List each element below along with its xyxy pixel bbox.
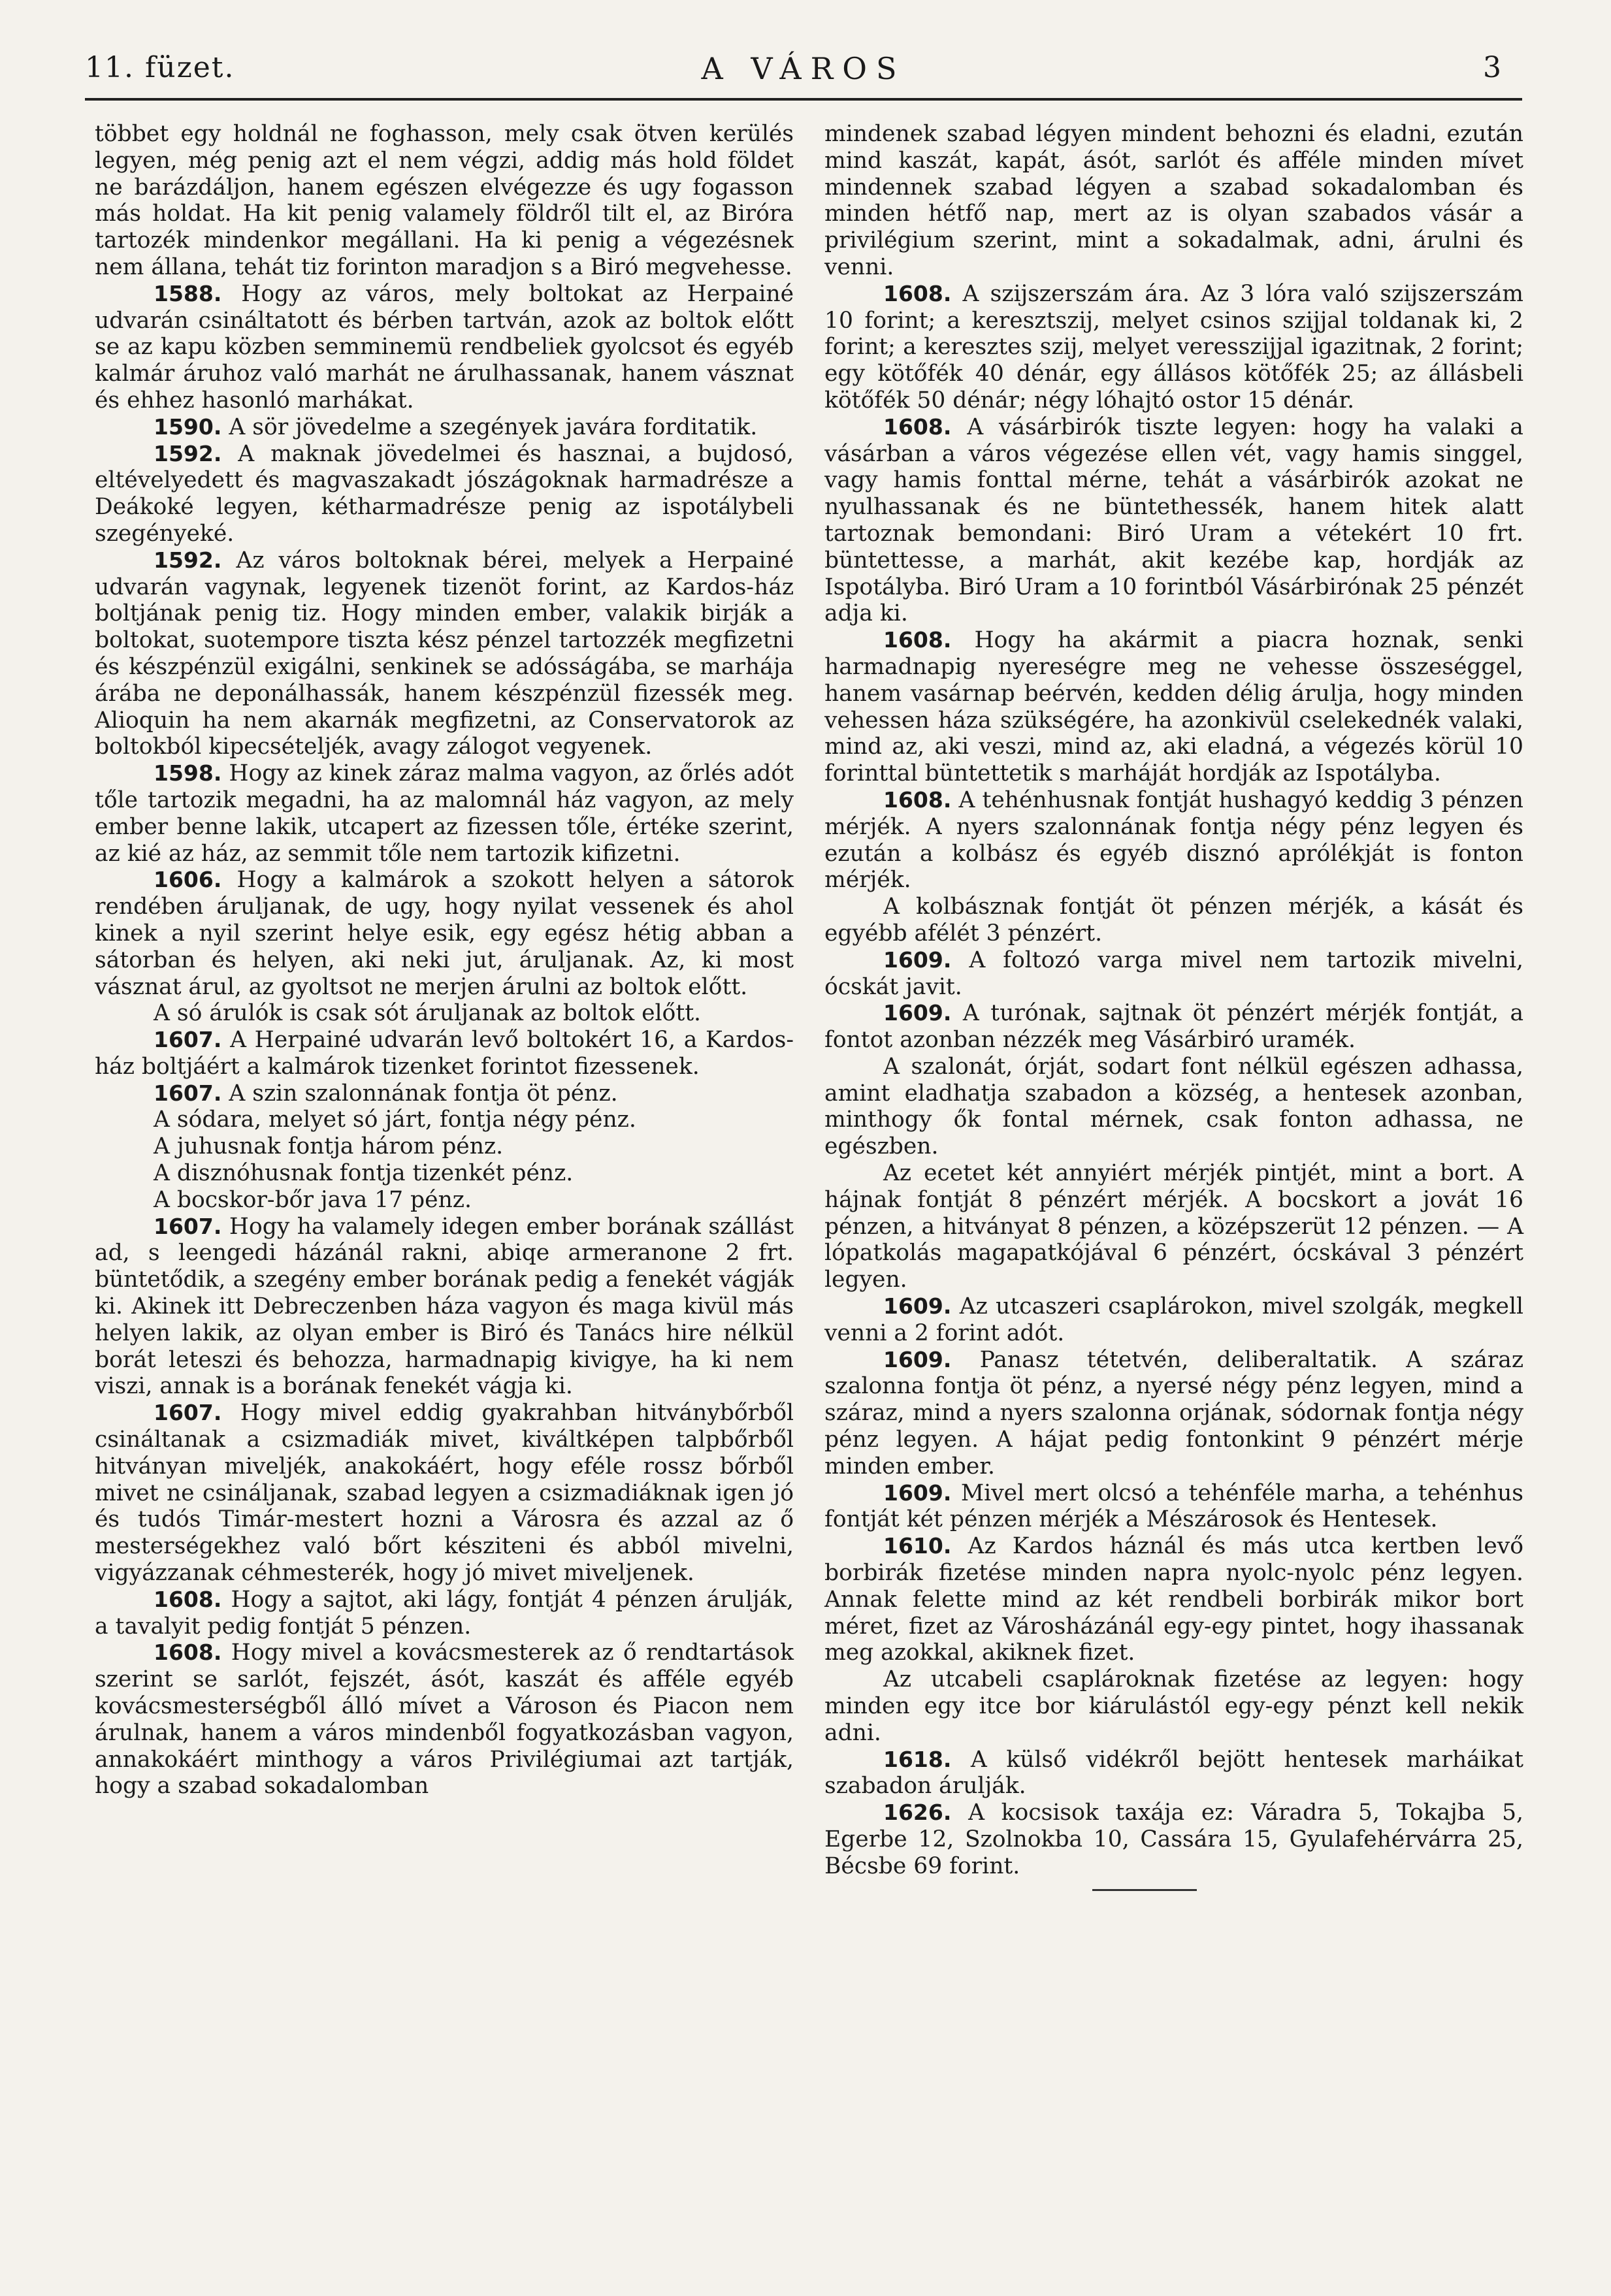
entry-text: A foltozó varga mivel nem tartozik mivelni, ócskát javit. [824, 946, 1524, 1000]
paragraph [95, 281, 794, 414]
issue-number: 11. füzet. [85, 51, 235, 84]
entry-year: 1588. [154, 280, 222, 306]
entry-text: A kolbásznak fontját öt pénzen mérjék, a kását és egyébb afélét 3 pénzért. [824, 894, 1523, 946]
entry-year: 1607. [154, 1213, 222, 1239]
paragraph [824, 1800, 1523, 1879]
entry-text: Hogy mivel eddig gyakrahban hitványbőrből csináltanak a csizmadiák mivet, kiváltképen talpbőrből hitványan miveljék, anakokáért, hogy eféle rossz bőrből mivet ne csináljanak, szabad legyen a csizmadiáknak igen jó és tudós Timár-mestert hozni a Városra és azzal az ő mesterségekhez való bőrt késziteni és abból mivelni, vigyázzanak céhmesterék, hogy jó mivet miveljenek. [95, 1400, 794, 1587]
paragraph [95, 441, 794, 547]
entry-text: A bocskor-bőr java 17 pénz. [154, 1186, 472, 1213]
entry-text: Mivel mert olcsó a tehénféle marha, a tehénhus fontját két pénzen mérjék a Mészárosok és Hentesek. [824, 1479, 1523, 1533]
entry-year: 1607. [154, 1027, 222, 1053]
paragraph [95, 1187, 794, 1214]
paragraph [824, 414, 1523, 627]
entry-year: 1608. [883, 786, 952, 813]
paragraph [95, 760, 794, 867]
entry-text: A kocsisok taxája ez: Váradra 5, Tokajba 5, Egerbe 12, Szolnokba 10, Cassára 15, Gyulafehérvárra 25, Bécsbe 69 forint. [824, 1800, 1523, 1879]
entry-text: A maknak jövedelmei és hasznai, a bujdosó, eltévelyedett és magvaszakadt jószágoknak harmadrésze a Deákoké legyen, kétharmadrésze penig az ispotálybeli szegényeké. [95, 440, 794, 547]
page-number: 3 [1483, 51, 1503, 84]
paragraph [824, 121, 1523, 281]
entry-year: 1590. [154, 413, 222, 440]
entry-year: 1609. [883, 946, 952, 973]
paragraph [95, 414, 794, 441]
paragraph [824, 627, 1523, 787]
entry-text: Az utcabeli csaplároknak fizetése az legyen: hogy minden egy itce bor kiárulástól egy-egy pénzt kell nekik adni. [824, 1666, 1523, 1746]
entry-text: Hogy ha valamely idegen ember borának szállást ad, s leengedi házánál rakni, abiqe armeranone 2 frt. büntetődik, a szegény ember borának pedig a fenekét vágják ki. Akinek itt Debreczenben háza vagyon és maga kivül más helyen lakik, az olyan ember is Biró és Tanács hire nélkül borát leteszi és behozza, harmadnapig kivigye, ha ki nem viszi, annak is a borának fenekét vágja ki. [95, 1213, 794, 1400]
entry-year: 1608. [883, 413, 952, 440]
paragraph [824, 1054, 1523, 1160]
paragraph [95, 1214, 794, 1400]
paragraph [824, 1480, 1523, 1534]
entry-text: A Herpainé udvarán levő boltokért 16, a Kardos-ház boltjáért a kalmárok tizenket forintot fizessenek. [95, 1027, 794, 1080]
paragraph [824, 1000, 1523, 1054]
paragraph [95, 547, 794, 760]
paragraph [95, 1587, 794, 1640]
paragraph [824, 1293, 1523, 1347]
entry-text: Hogy a kalmárok a szokott helyen a sátorok rendében áruljanak, de ugy, hogy nyilat vessenek és ahol kinek a nyil szerint helye esik, egy egész hétig abban a sátorban és helyen, aki neki jut, áruljanak. Az, ki most vásznat árul, az gyoltsot ne merjen árulni az boltok előtt. [95, 867, 794, 1000]
paragraph [95, 1160, 794, 1187]
entry-year: 1608. [154, 1640, 222, 1666]
entry-text: A sör jövedelme a szegények javára forditatik. [229, 413, 758, 440]
entry-text: Hogy ha akármit a piacra hoznak, senki harmadnapig nyereségre meg ne vehesse összeséggel, hanem vasárnap beérvén, kedden délig árulja, hogy minden vehessen háza szükségére, ha azonkivül cselekednék valaki, mind az, aki veszi, mind az, aki eladná, a végezés körül 10 forinttal büntettetik s marháját hordják az Ispotályba. [824, 627, 1523, 787]
paragraph [95, 1400, 794, 1587]
paragraph [824, 1747, 1523, 1800]
paragraph [95, 121, 794, 281]
entry-year: 1609. [883, 1293, 952, 1319]
paragraph [95, 1133, 794, 1160]
entry-year: 1609. [883, 1000, 952, 1026]
paragraph [824, 1666, 1523, 1746]
entry-text: A tehénhusnak fontját hushagyó keddig 3 pénzen mérjék. A nyers szalonnának fontja négy pénz legyen és ezután a kolbász és egyéb disznó aprólékját is fonton mérjék. [824, 786, 1523, 894]
entry-year: 1610. [883, 1533, 952, 1559]
journal-title: A VÁROS [701, 51, 906, 86]
entry-year: 1598. [154, 760, 222, 786]
entry-text: Hogy mivel a kovácsmesterek az ő rendtartások szerint se sarlót, fejszét, ásót, kaszát és afféle egyéb kovácsmesterségből álló mívet a Városon és Piacon nem árulnak, hanem a város mindenből fogyatkozásban vagyon, annakokáért minthogy a város Privilégiumai azt tartják, hogy a szabad sokadalomban [95, 1640, 794, 1800]
entry-year: 1592. [154, 440, 222, 466]
entry-text: többet egy holdnál ne foghasson, mely csak ötven kerülés legyen, még penig azt el nem végzi, addig más hold földet ne barázdáljon, hanem egészen elvégezze és ugy fogasson más holdat. Ha kit penig valamely földről tilt el, az Biróra tartozék mindenkor megállani. Ha ki penig a végezésnek nem állana, tehát tiz forinton maradjon s a Biró megvehesse. [95, 121, 794, 280]
entry-text: Az Kardos háznál és más utca kertben levő borbirák fizetése minden napra nyolc-nyolc pénz legyen. Annak felette mind az két rendbeli borbirák mikor bort méret, fizet az Városházánál egy-egy pintet, hogy ihassanak meg azokkal, akiknek fizet. [824, 1533, 1524, 1666]
entry-year: 1592. [154, 547, 222, 573]
entry-year: 1608. [883, 627, 952, 653]
entry-year: 1618. [883, 1746, 952, 1772]
entry-text: A szalonát, órját, sodart font nélkül egészen adhassa, amint eladhatja szabadon a község, a hentesek azonban, minthogy ők fontal mérnek, csak fonton adhassa, ne egészben. [824, 1053, 1523, 1160]
entry-text: A szijszerszám ára. Az 3 lóra való szijszerszám 10 forint; a keresztszij, melyet csinos szijjal toldanak ki, 2 forint; a keresztes szij, melyet veresszijjal igazitnak, 2 forint; egy kötőfék 40 dénár, egy állásos kötőfék 25; az állásbeli kötőfék 50 dénár; négy lóhajtó ostor 15 dénár. [824, 280, 1523, 413]
paragraph [95, 1640, 794, 1800]
entry-year: 1608. [883, 280, 952, 306]
entry-year: 1609. [883, 1479, 952, 1506]
entry-text: Az város boltoknak bérei, melyek a Herpainé udvarán vagynak, legyenek tizenöt forint, az Kardos-ház boltjának penig tiz. Hogy minden ember, valakik birják a boltokat, suotempore tiszta kész pénzel tartozzék megfizetni és készpénzül exigálni, senkinek se adósságába, se marhája árába ne deponálhassák, hanem készpénzül fizessék meg. Alioquin ha nem akarnák megfizetni, az Conservatorok az boltokból kipecsételjék, avagy zálogot vegyenek. [95, 547, 794, 760]
entry-text: Hogy a sajtot, aki lágy, fontját 4 pénzen árulják, a tavalyit pedig fontját 5 pénzen. [95, 1586, 794, 1640]
paragraph [824, 281, 1523, 414]
paragraph [824, 894, 1523, 947]
entry-text: A külső vidékről bejött hentesek marháikat szabadon árulják. [824, 1746, 1523, 1800]
paragraph [95, 1000, 794, 1027]
entry-year: 1608. [154, 1586, 222, 1612]
entry-text: Az utcaszeri csaplárokon, mivel szolgák, megkell venni a 2 forint adót. [824, 1293, 1524, 1346]
entry-text: A sódara, melyet só járt, fontja négy pénz. [154, 1107, 636, 1133]
entry-text: A turónak, sajtnak öt pénzért mérjék fontját, a fontot azonban nézzék meg Vásárbiró uramék. [824, 1000, 1524, 1054]
entry-text: Az ecetet két annyiért mérjék pintjét, mint a bort. A hájnak fontját 8 pénzért mérjék. A bocskort a jovát 16 pénzen, a hitványat 8 pénzen, a középszerüt 12 pénzen. — A lópatkolás magapatkójával 6 pénzért, ócskával 3 pénzért legyen. [824, 1160, 1523, 1293]
entry-text: Hogy az város, mely boltokat az Herpainé udvarán csináltatott és bérben tartván, azok az boltok előtt se az kapu közben semminemü rendbeliek gyolcsot és egyéb kalmár áruhoz való marhát ne árulhassanak, hanem vásznat és ehhez hasonló marhákat. [95, 280, 794, 413]
paragraph [95, 1107, 794, 1133]
entry-text: A juhusnak fontja három pénz. [154, 1133, 504, 1160]
end-rule [1092, 1889, 1197, 1891]
entry-text: A szin szalonnának fontja öt pénz. [229, 1080, 618, 1107]
running-header [85, 46, 1522, 101]
entry-year: 1607. [154, 1080, 222, 1106]
entry-text: A só árulók is csak sót áruljanak az boltok előtt. [154, 1000, 702, 1027]
entry-text: Panasz tétetvén, deliberaltatik. A száraz szalonna fontja öt pénz, a nyersé négy pénz legyen, mind a száraz, mind a nyers szalonna orjának, sódornak fontja négy pénz legyen. A hájat pedig fontonkint 9 pénzért mérje minden ember. [824, 1346, 1523, 1479]
paragraph [824, 1533, 1523, 1666]
entry-year: 1607. [154, 1400, 222, 1426]
entry-year: 1626. [883, 1800, 952, 1826]
paragraph [95, 1027, 794, 1080]
paragraph [95, 867, 794, 1000]
right-column [824, 121, 1523, 1891]
entry-year: 1606. [154, 867, 222, 893]
entry-year: 1609. [883, 1346, 952, 1372]
entry-text: mindenek szabad légyen mindent behozni és eladni, ezután mind kaszát, kapát, ásót, sarlót és afféle minden mívet mindennek szabad légyen a szabad sokadalomban és minden hétfő nap, mert az is olyan szabados vásár a privilégium szerint, mint a sokadalmak, adni, árulni és venni. [824, 121, 1523, 280]
entry-text: A vásárbirók tiszte legyen: hogy ha valaki a vásárban a város végezése ellen vét, vagy hamis singgel, vagy hamis fonttal mérne, tehát a vásárbirók azokat ne nyulhassanak és ne büntethessék, hanem hitek alatt tartoznak bemondani: Biró Uram a vétekért 10 frt. büntettesse, a marhát, akit kezébe kap, hordják az Ispotályba. Biró Uram a 10 forintból Vásárbirónak 25 pénzét adja ki. [824, 413, 1523, 627]
paragraph [824, 787, 1523, 894]
left-column [95, 121, 794, 1800]
paragraph [824, 947, 1523, 1001]
entry-text: A disznóhusnak fontja tizenkét pénz. [154, 1160, 574, 1187]
paragraph [824, 1347, 1523, 1480]
paragraph [95, 1080, 794, 1107]
paragraph [824, 1160, 1523, 1293]
entry-text: Hogy az kinek záraz malma vagyon, az őrlés adót tőle tartozik megadni, ha az malomnál ház vagyon, az mely ember benne lakik, utcapert az fizessen tőle, értéke szerint, az kié az ház, az semmit tőle nem tartozik kifizetni. [95, 760, 794, 867]
